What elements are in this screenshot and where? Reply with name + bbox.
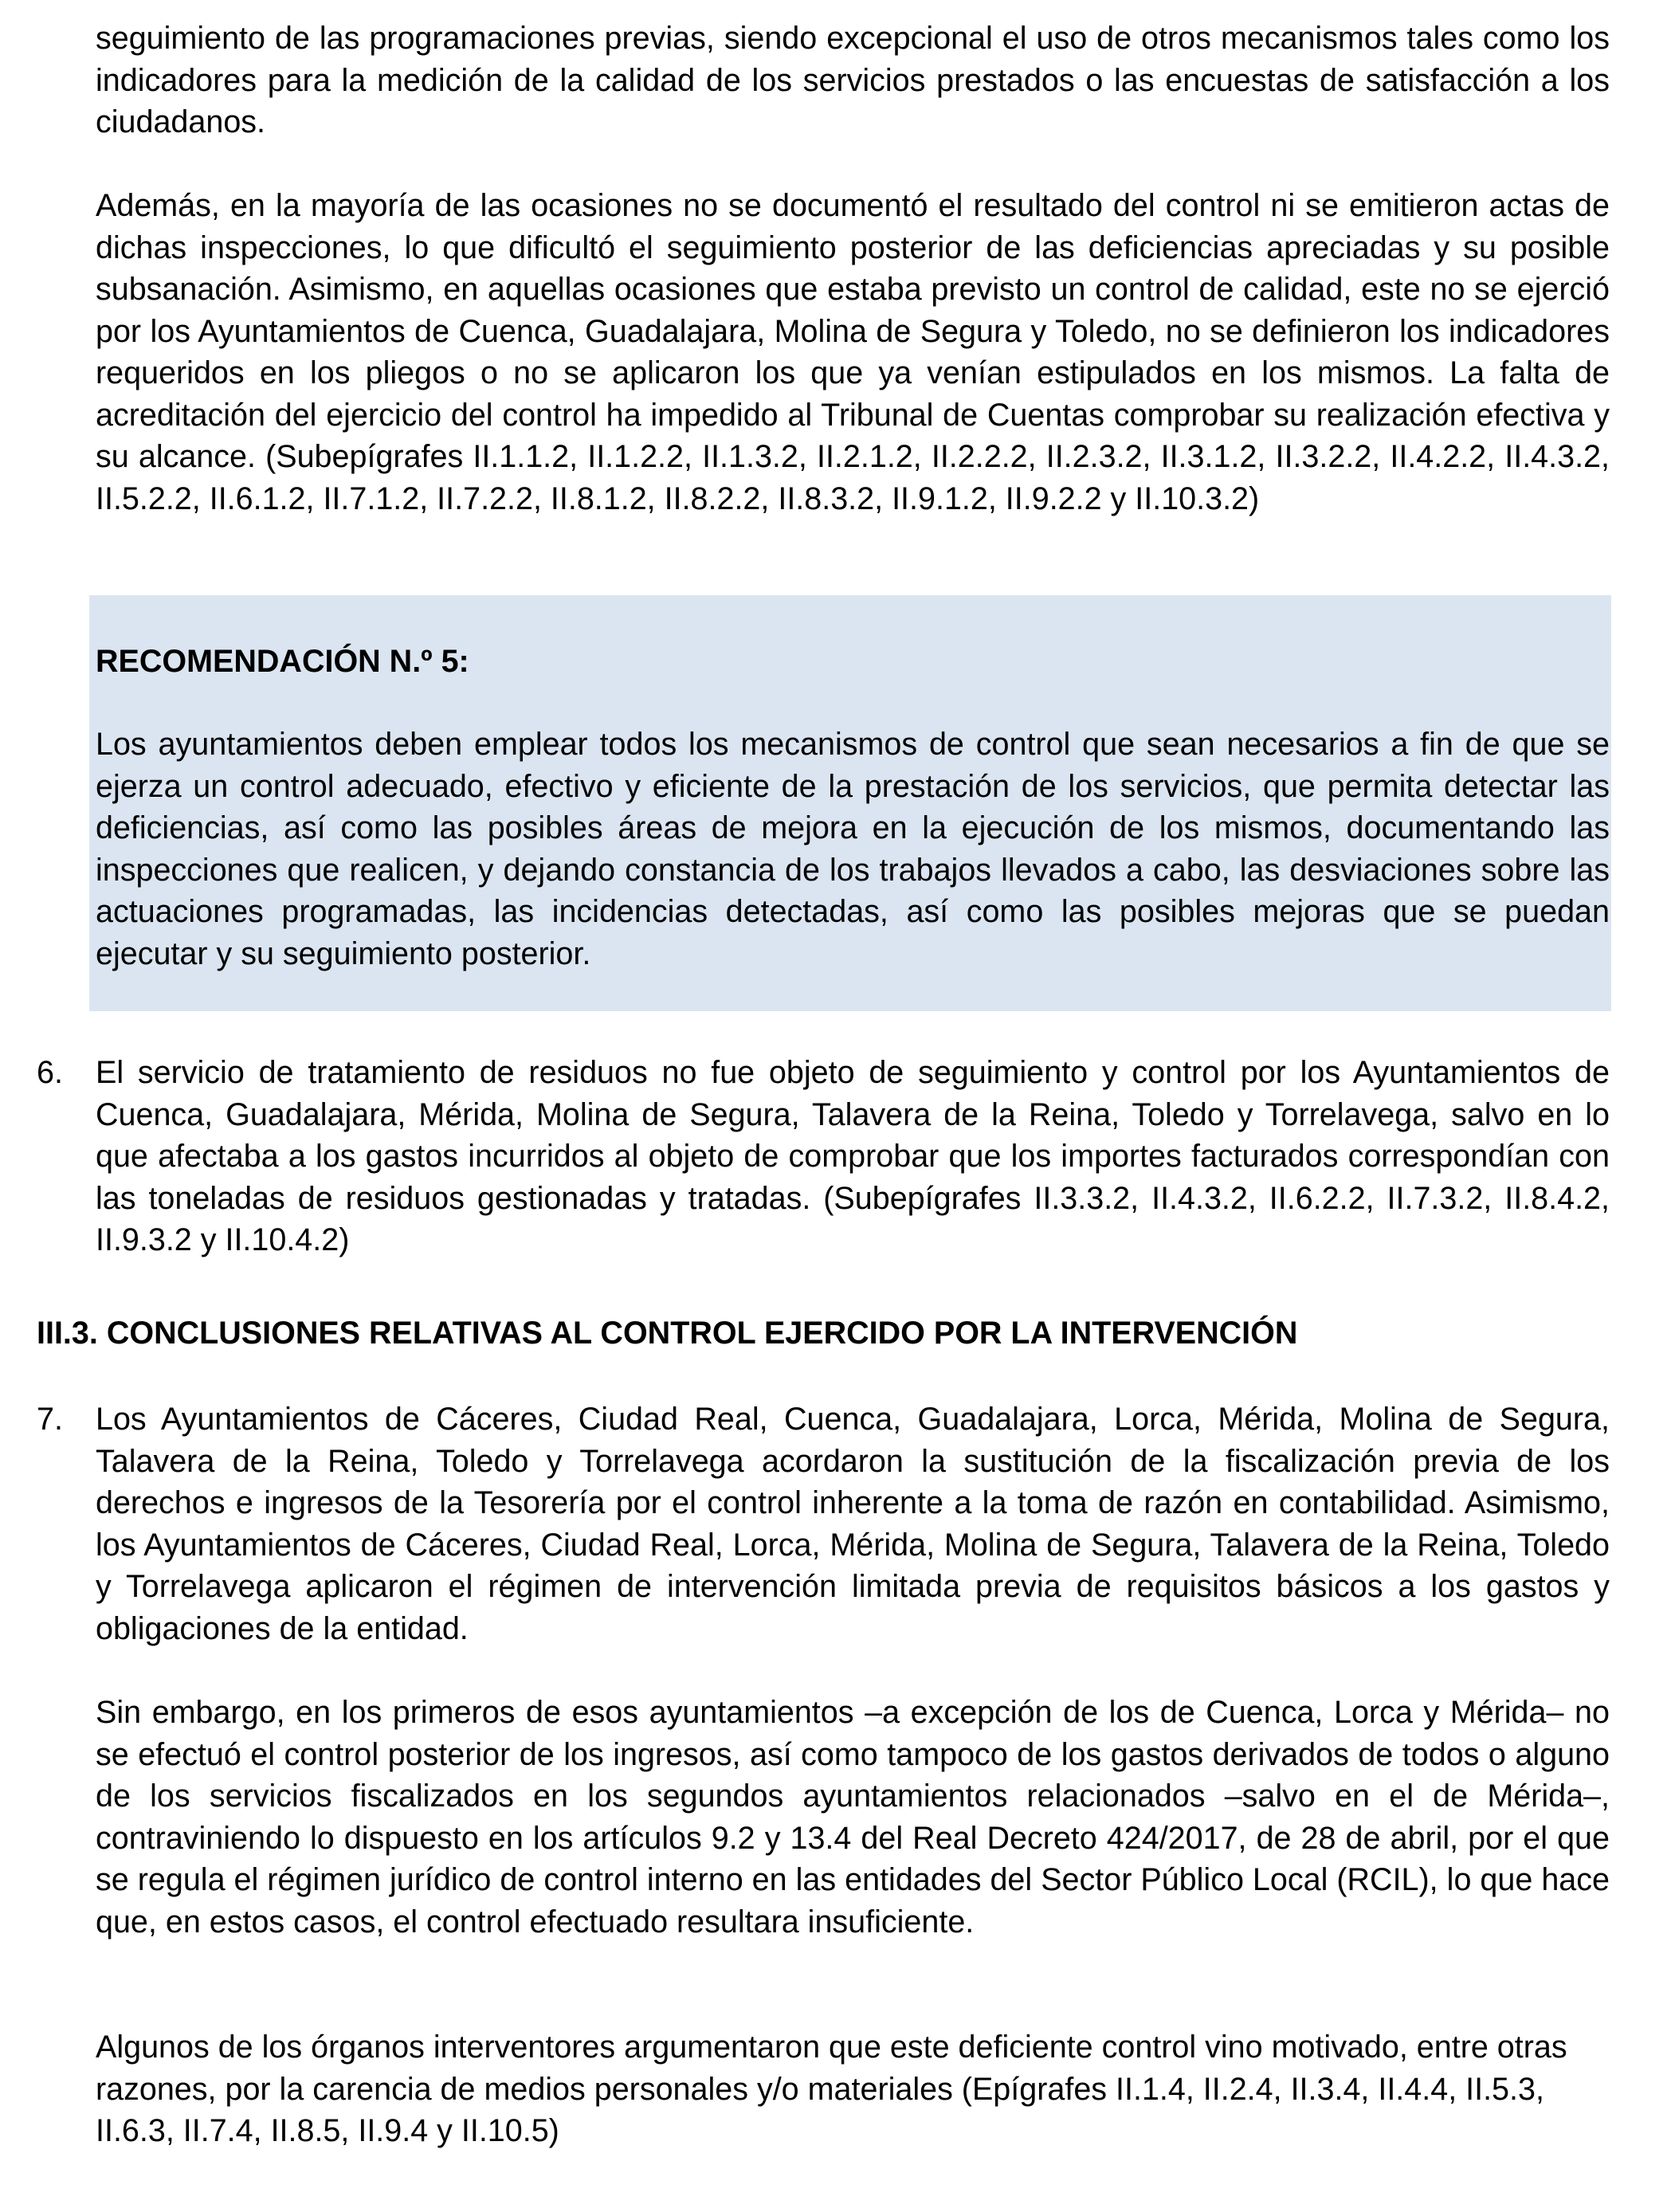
paragraph-continuation: seguimiento de las programaciones previas, siendo excepcional el uso de otros mecanismos tales como los indicadores para la medición de la calidad de los servicios prestados o las encuestas de satisfacción a los ciudadanos. bbox=[96, 21, 1610, 139]
item-7-paragraph-1: Los Ayuntamientos de Cáceres, Ciudad Real, Cuenca, Guadalajara, Lorca, Mérida, Molina de Segura, Talavera de la Reina, Toledo y Torrelavega acordaron la sustitución de la fiscalización previa de los derechos e ingresos de la Tesorería por el control inherente a la toma de razón en contabilidad. Asimismo, los Ayuntamientos de Cáceres, Ciudad Real, Lorca, Mérida, Molina de Segura, Talavera de la Reina, Toledo y Torrelavega aplicaron el régimen de intervención limitada previa de requisitos básicos a los gastos y obligaciones de la entidad. bbox=[96, 1402, 1610, 1646]
recommendation-text: Los ayuntamientos deben emplear todos los mecanismos de control que sean necesarios a fin de que se ejerza un control adecuado, efectivo y eficiente de la prestación de los servicios, que permita detectar las deficiencias, así como las posibles áreas de mejora en la ejecución de los mismos, documentando las inspecciones que realicen, y dejando constancia de los trabajos llevados a cabo, las desviaciones sobre las actuaciones programadas, las incidencias detectadas, así como las posibles mejoras que se puedan ejecutar y su seguimiento posterior. bbox=[96, 727, 1610, 971]
item-7-paragraph-2: Sin embargo, en los primeros de esos ayuntamientos –a excepción de los de Cuenca, Lorca y Mérida– no se efectuó el control posterior de los ingresos, así como tampoco de los gastos derivados de todos o alguno de los servicios fiscalizados en los segundos ayuntamientos relacionados –salvo en el de Mérida–, contraviniendo lo dispuesto en los artículos 9.2 y 13.4 del Real Decreto 424/2017, de 28 de abril, por el que se regula el régimen jurídico de control interno en las entidades del Sector Público Local (RCIL), lo que hace que, en estos casos, el control efectuado resultara insuficiente. bbox=[96, 1695, 1610, 1939]
item-7-number: 7. bbox=[37, 1402, 63, 1437]
paragraph-ademas: Además, en la mayoría de las ocasiones no se documentó el resultado del control ni se emitieron actas de dichas inspecciones, lo que dificultó el seguimiento posterior de las deficiencias apreciadas y su posible subsanación. Asimismo, en aquellas ocasiones que estaba previsto un control de calidad, este no se ejerció por los Ayuntamientos de Cuenca, Guadalajara, Molina de Segura y Toledo, no se definieron los indicadores requeridos en los pliegos o no se aplicaron los que ya venían estipulados en los mismos. La falta de acreditación del ejercicio del control ha impedido al Tribunal de Cuentas comprobar su realización efectiva y su alcance. (Subepígrafes II.1.1.2, II.1.2.2, II.1.3.2, II.2.1.2, II.2.2.2, II.2.3.2, II.3.1.2, II.3.2.2, II.4.2.2, II.4.3.2, II.5.2.2, II.6.1.2, II.7.1.2, II.7.2.2, II.8.1.2, II.8.2.2, II.8.3.2, II.9.1.2, II.9.2.2 y II.10.3.2) bbox=[96, 188, 1610, 516]
section-heading: III.3. CONCLUSIONES RELATIVAS AL CONTROL EJERCIDO POR LA INTERVENCIÓN bbox=[37, 1316, 1298, 1351]
item-6-text: El servicio de tratamiento de residuos no fue objeto de seguimiento y control por los Ayuntamientos de Cuenca, Guadalajara, Mérida, Molina de Segura, Talavera de la Reina, Toledo y Torrelavega, salvo en lo que afectaba a los gastos incurridos al objeto de comprobar que los importes facturados correspondían con las toneladas de residuos gestionadas y tratadas. (Subepígrafes II.3.3.2, II.4.3.2, II.6.2.2, II.7.3.2, II.8.4.2, II.9.3.2 y II.10.4.2) bbox=[96, 1055, 1610, 1257]
item-6-number: 6. bbox=[37, 1055, 63, 1090]
item-7-paragraph-3: Algunos de los órganos interventores argumentaron que este deficiente control vino motivado, entre otras razones, por la carencia de medios personales y/o materiales (Epígrafes II.1.4, II.2.4, II.3.4, II.4.4, II.5.3, II.6.3, II.7.4, II.8.5, II.9.4 y II.10.5) bbox=[96, 2030, 1567, 2148]
recommendation-title: RECOMENDACIÓN N.º 5: bbox=[96, 644, 469, 679]
